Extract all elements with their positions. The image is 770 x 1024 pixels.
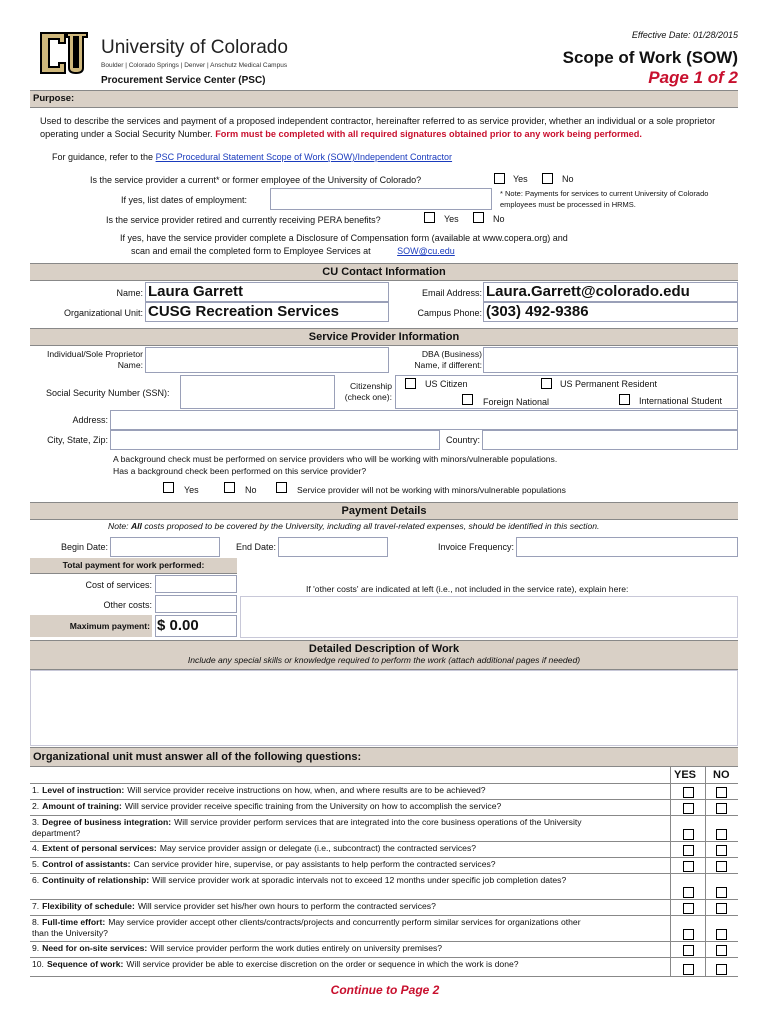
org-unit-label: Organizational Unit: [63, 308, 143, 318]
description-heading: Detailed Description of Work [308, 643, 460, 655]
question-body: Will service provider perform services that are integrated into the core business operations of the University department? [32, 817, 582, 838]
question-body: Can service provider hire, supervise, or pay assistants to help perform the contracted services? [133, 859, 496, 869]
background-note-2: Has a background check been performed on this service provider? [113, 466, 367, 476]
question-text [32, 801, 592, 812]
employment-dates-label: If yes, list dates of employment: [121, 195, 248, 205]
question-title: Degree of business integration: [42, 817, 172, 827]
question-text [32, 817, 592, 839]
question-yes-checkbox[interactable] [683, 945, 694, 956]
end-date-field[interactable] [278, 537, 388, 557]
question-row [30, 942, 738, 958]
question-number: 8. [32, 917, 40, 927]
question-title: Amount of training: [42, 801, 122, 811]
question-title: Sequence of work: [46, 959, 124, 969]
question-text [32, 959, 592, 970]
yes-header: YES [674, 769, 697, 781]
question-no-checkbox[interactable] [716, 887, 727, 898]
address-field[interactable] [110, 410, 738, 430]
question-title: Control of assistants: [42, 859, 131, 869]
question-no-checkbox[interactable] [716, 945, 727, 956]
question-yes-checkbox[interactable] [683, 861, 694, 872]
cost-services-label: Cost of services: [85, 580, 152, 590]
questions-heading: Organizational unit must answer all of the following questions: [33, 751, 362, 763]
payment-note-prefix: Note: [108, 521, 129, 531]
bg-na-checkbox[interactable] [276, 482, 287, 493]
individual-label [30, 349, 143, 371]
question-text [32, 943, 592, 954]
payment-note-all: All [130, 521, 142, 531]
question-yes-checkbox[interactable] [683, 903, 694, 914]
questions-bar [30, 747, 738, 767]
cost-services-field[interactable] [155, 575, 237, 593]
payment-note [108, 521, 599, 531]
pera-instruction-2 [131, 246, 455, 256]
begin-date-field[interactable] [110, 537, 220, 557]
pera-yes-label: Yes [444, 214, 459, 224]
foreign-national-checkbox[interactable] [462, 394, 473, 405]
background-note-1: A background check must be performed on service providers who will be working with minors/vulnerable populations. [113, 454, 558, 464]
page-number: Page 1 of 2 [648, 68, 738, 87]
dba-label [390, 349, 482, 371]
question-number: 7. [32, 901, 40, 911]
employee-no-checkbox[interactable] [542, 173, 553, 184]
question-row [30, 816, 738, 842]
question-text [32, 901, 592, 912]
question-title: Extent of personal services: [42, 843, 157, 853]
other-costs-label: Other costs: [103, 600, 152, 610]
us-citizen-checkbox[interactable] [405, 378, 416, 389]
guidance-link[interactable]: PSC Procedural Statement Scope of Work (SOW)/Independent Contractor [155, 152, 453, 162]
purpose-body: Used to describe the services and payment of a proposed independent contractor, hereinafter referred to as service provider, whether an individual or a sole proprietor operating under a Social Security Number. [40, 116, 716, 139]
ssn-field[interactable] [180, 375, 335, 409]
citizenship-label [336, 381, 392, 403]
question-title: Need for on-site services: [42, 943, 148, 953]
contact-name-value: Laura Garrett [148, 283, 244, 300]
bg-no-label: No [245, 485, 257, 495]
contact-name-label: Name: [116, 288, 143, 298]
question-yes-checkbox[interactable] [683, 887, 694, 898]
employee-question: Is the service provider a current* or former employee of the University of Colorado? [90, 175, 422, 185]
payment-note-rest: costs proposed to be covered by the University, including all travel-related expenses, should be identified in this section. [144, 521, 600, 531]
question-title: Continuity of relationship: [42, 875, 150, 885]
country-label: Country: [445, 435, 480, 445]
provider-heading: Service Provider Information [308, 331, 460, 343]
question-row [30, 842, 738, 858]
question-number: 4. [32, 843, 40, 853]
bg-na-label: Service provider will not be working with minors/vulnerable populations [297, 485, 566, 495]
citizenship-label-2: (check one): [344, 392, 392, 402]
employee-yes-label: Yes [513, 174, 528, 184]
max-payment-value: $ 0.00 [157, 617, 199, 634]
bg-yes-label: Yes [184, 485, 199, 495]
effective-date: Effective Date: 01/28/2015 [631, 30, 738, 40]
pera-yes-checkbox[interactable] [424, 212, 435, 223]
question-no-checkbox[interactable] [716, 929, 727, 940]
payment-bar [30, 502, 738, 520]
question-row [30, 858, 738, 874]
invoice-frequency-label: Invoice Frequency: [437, 542, 514, 552]
question-number: 2. [32, 801, 40, 811]
question-row [30, 800, 738, 816]
question-number: 3. [32, 817, 40, 827]
question-text [32, 917, 592, 939]
continue-label: Continue to Page 2 [330, 983, 440, 997]
question-row [30, 916, 738, 942]
question-yes-checkbox[interactable] [683, 829, 694, 840]
purpose-bar [30, 90, 738, 108]
question-body: Will service provider work at sporadic intervals not to exceed 12 months under specific job completion dates? [152, 875, 567, 885]
question-text [32, 875, 592, 886]
individual-name-field[interactable] [145, 347, 389, 373]
question-number: 5. [32, 859, 40, 869]
question-body: May service provider accept other clients/contracts/projects and concurrently perform similar services for organizations other than the University? [32, 917, 581, 938]
question-title: Flexibility of schedule: [42, 901, 135, 911]
pera-instruction-1: If yes, have the service provider complete a Disclosure of Compensation form (available at www.copera.org) and [120, 233, 568, 243]
question-body: Will service provider set his/her own hours to perform the contracted services? [137, 901, 436, 911]
description-bar [30, 640, 738, 670]
question-title: Full-time effort: [42, 917, 106, 927]
other-costs-explain-field[interactable] [240, 596, 738, 638]
question-no-checkbox[interactable] [716, 861, 727, 872]
total-payment-bar [30, 558, 237, 574]
payment-heading: Payment Details [341, 505, 427, 517]
description-sub: Include any special skills or knowledge required to perform the work (attach additional pages if needed) [187, 655, 581, 665]
employee-yes-checkbox[interactable] [494, 173, 505, 184]
cu-logo [36, 28, 92, 78]
question-body: Will service provider perform the work duties entirely on university premises? [150, 943, 443, 953]
us-citizen-label: US Citizen [425, 379, 468, 389]
phone-value: (303) 492-9386 [486, 303, 589, 320]
country-field[interactable] [482, 430, 738, 450]
pera-instruction-2-text: scan and email the completed form to Employee Services at [131, 246, 371, 256]
question-row [30, 874, 738, 900]
description-field[interactable] [30, 670, 738, 746]
question-no-checkbox[interactable] [716, 787, 727, 798]
dba-label-2: Name, if different: [414, 360, 482, 370]
university-name: University of Colorado [101, 37, 288, 58]
dba-label-1: DBA (Business) [421, 349, 482, 359]
total-payment-label: Total payment for work performed: [62, 560, 205, 570]
bg-no-checkbox[interactable] [224, 482, 235, 493]
question-title: Level of instruction: [42, 785, 125, 795]
individual-label-2: Name: [117, 360, 143, 370]
guidance-text: For guidance, refer to the [52, 152, 154, 162]
intl-student-checkbox[interactable] [619, 394, 630, 405]
ssn-label: Social Security Number (SSN): [46, 388, 170, 398]
purpose-text [40, 115, 730, 141]
dba-field[interactable] [483, 347, 738, 373]
sow-email-link[interactable]: SOW@cu.edu [397, 246, 455, 256]
question-row [30, 784, 738, 800]
city-field[interactable] [110, 430, 440, 450]
psc-label: Procurement Service Center (PSC) [101, 75, 266, 86]
pera-question: Is the service provider retired and currently receiving PERA benefits? [106, 215, 381, 225]
email-label: Email Address: [421, 288, 482, 298]
employment-dates-field[interactable] [270, 188, 492, 210]
other-costs-explain-label: If 'other costs' are indicated at left (i.e., not included in the service rate), explain here: [306, 584, 629, 594]
question-no-checkbox[interactable] [716, 803, 727, 814]
phone-label: Campus Phone: [417, 308, 482, 318]
individual-label-1: Individual/Sole Proprietor [46, 349, 143, 359]
org-unit-value: CUSG Recreation Services [148, 303, 339, 320]
no-header: NO [713, 769, 730, 781]
us-resident-checkbox[interactable] [541, 378, 552, 389]
pera-no-label: No [493, 214, 505, 224]
citizenship-label-1: Citizenship [349, 381, 392, 391]
question-number: 1. [32, 785, 40, 795]
address-label: Address: [72, 415, 108, 425]
begin-date-label: Begin Date: [60, 542, 108, 552]
cu-contact-bar [30, 263, 738, 281]
question-no-checkbox[interactable] [716, 964, 727, 975]
question-number: 6. [32, 875, 40, 885]
question-body: Will service provider receive specific training from the University on how to accomplish the service? [124, 801, 502, 811]
question-body: Will service provider receive instructions on how, when, and where results are to be achieved? [127, 785, 486, 795]
question-text [32, 859, 592, 870]
question-row [30, 900, 738, 916]
employee-no-label: No [562, 174, 574, 184]
guidance-line [52, 152, 452, 162]
question-yes-checkbox[interactable] [683, 787, 694, 798]
document-title: Scope of Work (SOW) [562, 48, 738, 67]
max-payment-bar [30, 615, 152, 637]
question-no-checkbox[interactable] [716, 829, 727, 840]
question-body: May service provider assign or delegate (i.e., subcontract) the contracted services? [159, 843, 477, 853]
question-text [32, 843, 592, 854]
provider-bar [30, 328, 738, 346]
question-no-checkbox[interactable] [716, 845, 727, 856]
question-yes-checkbox[interactable] [683, 803, 694, 814]
hrms-note: * Note: Payments for services to current University of Colorado employees must be processed in HRMS. [500, 189, 709, 209]
invoice-frequency-field[interactable] [516, 537, 738, 557]
question-row [30, 958, 738, 977]
question-number: 10. [32, 959, 44, 969]
question-yes-checkbox[interactable] [683, 964, 694, 975]
pera-no-checkbox[interactable] [473, 212, 484, 223]
question-yes-checkbox[interactable] [683, 929, 694, 940]
bg-yes-checkbox[interactable] [163, 482, 174, 493]
campus-list: Boulder | Colorado Springs | Denver | Anschutz Medical Campus [101, 62, 288, 69]
question-no-checkbox[interactable] [716, 903, 727, 914]
email-value: Laura.Garrett@colorado.edu [486, 283, 690, 300]
us-resident-label: US Permanent Resident [560, 379, 658, 389]
question-number: 9. [32, 943, 40, 953]
purpose-warning: Form must be completed with all required signatures obtained prior to any work being performed. [215, 129, 642, 139]
city-label: City, State, Zip: [47, 435, 108, 445]
end-date-label: End Date: [235, 542, 276, 552]
question-yes-checkbox[interactable] [683, 845, 694, 856]
foreign-national-label: Foreign National [483, 397, 550, 407]
max-payment-label: Maximum payment: [69, 621, 150, 631]
other-costs-field[interactable] [155, 595, 237, 613]
purpose-heading: Purpose: [33, 93, 75, 104]
intl-student-label: International Student [639, 396, 723, 406]
cu-contact-heading: CU Contact Information [322, 266, 446, 278]
question-text [32, 785, 592, 796]
question-body: Will service provider be able to exercise discretion on the order or sequence in which the work is done? [126, 959, 519, 969]
